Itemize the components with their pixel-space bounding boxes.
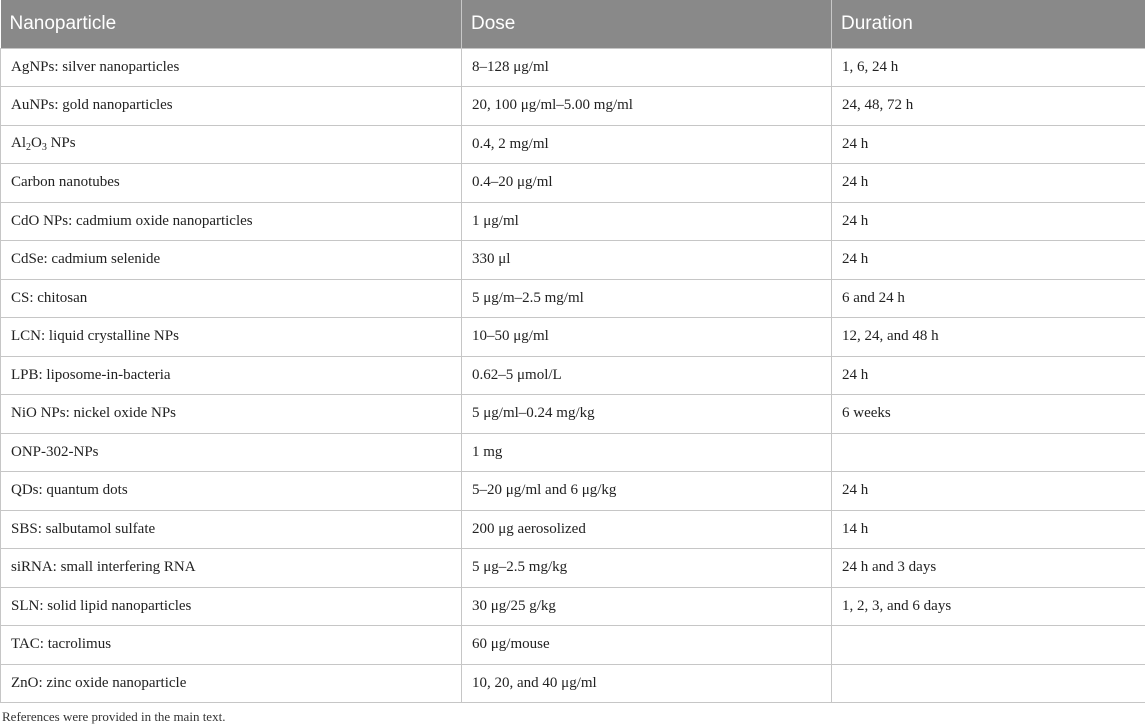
cell-dose: 5–20 μg/ml and 6 μg/kg xyxy=(462,472,832,511)
table-footnote: References were provided in the main text. xyxy=(2,709,226,724)
table-row xyxy=(1,356,1145,395)
formula-part: Al xyxy=(11,135,26,152)
cell-dose: 8–128 μg/ml xyxy=(462,48,832,87)
cell-nanoparticle: CS: chitosan xyxy=(1,279,462,318)
cell-duration: 24 h xyxy=(832,241,1145,280)
table-row xyxy=(1,241,1145,280)
cell-duration: 12, 24, and 48 h xyxy=(832,318,1145,357)
cell-duration: 24 h xyxy=(832,356,1145,395)
table-header-row xyxy=(1,0,1145,48)
cell-nanoparticle: SLN: solid lipid nanoparticles xyxy=(1,587,462,626)
table-row xyxy=(1,664,1145,703)
cell-duration: 6 and 24 h xyxy=(832,279,1145,318)
table-row xyxy=(1,164,1145,203)
cell-nanoparticle: siRNA: small interfering RNA xyxy=(1,549,462,588)
cell-duration: 24 h and 3 days xyxy=(832,549,1145,588)
formula-part: O xyxy=(31,135,42,152)
cell-dose: 10–50 μg/ml xyxy=(462,318,832,357)
cell-duration: 1, 6, 24 h xyxy=(832,48,1145,87)
cell-nanoparticle: ZnO: zinc oxide nanoparticle xyxy=(1,664,462,703)
cell-dose: 1 μg/ml xyxy=(462,202,832,241)
cell-dose: 330 μl xyxy=(462,241,832,280)
cell-dose: 0.62–5 μmol/L xyxy=(462,356,832,395)
cell-nanoparticle: QDs: quantum dots xyxy=(1,472,462,511)
cell-dose: 10, 20, and 40 μg/ml xyxy=(462,664,832,703)
cell-nanoparticle: CdO NPs: cadmium oxide nanoparticles xyxy=(1,202,462,241)
cell-dose: 0.4–20 μg/ml xyxy=(462,164,832,203)
table-row xyxy=(1,395,1145,434)
cell-duration: 24 h xyxy=(832,202,1145,241)
cell-nanoparticle: Carbon nanotubes xyxy=(1,164,462,203)
table-row xyxy=(1,587,1145,626)
cell-duration: 14 h xyxy=(832,510,1145,549)
formula-subscript: 3 xyxy=(41,142,47,154)
cell-dose: 5 μg/ml–0.24 mg/kg xyxy=(462,395,832,434)
cell-nanoparticle: AgNPs: silver nanoparticles xyxy=(1,48,462,87)
table-row xyxy=(1,87,1145,126)
cell-nanoparticle: ONP-302-NPs xyxy=(1,433,462,472)
table-row xyxy=(1,125,1145,164)
cell-duration xyxy=(832,626,1145,665)
cell-nanoparticle: LCN: liquid crystalline NPs xyxy=(1,318,462,357)
cell-dose: 20, 100 μg/ml–5.00 mg/ml xyxy=(462,87,832,126)
cell-duration: 24 h xyxy=(832,125,1145,164)
cell-nanoparticle: AuNPs: gold nanoparticles xyxy=(1,87,462,126)
cell-duration: 24, 48, 72 h xyxy=(832,87,1145,126)
table-row xyxy=(1,279,1145,318)
table-row xyxy=(1,433,1145,472)
table-row xyxy=(1,202,1145,241)
cell-dose: 30 μg/25 g/kg xyxy=(462,587,832,626)
table-row xyxy=(1,472,1145,511)
table-row xyxy=(1,626,1145,665)
cell-dose: 60 μg/mouse xyxy=(462,626,832,665)
cell-dose: 0.4, 2 mg/ml xyxy=(462,125,832,164)
table-row xyxy=(1,510,1145,549)
cell-nanoparticle: NiO NPs: nickel oxide NPs xyxy=(1,395,462,434)
cell-dose: 5 μg–2.5 mg/kg xyxy=(462,549,832,588)
table-row xyxy=(1,48,1145,87)
cell-nanoparticle: CdSe: cadmium selenide xyxy=(1,241,462,280)
cell-duration: 24 h xyxy=(832,472,1145,511)
formula-subscript: 2 xyxy=(26,142,31,154)
header-dose: Dose xyxy=(462,0,832,48)
cell-dose: 1 mg xyxy=(462,433,832,472)
cell-duration: 24 h xyxy=(832,164,1145,203)
table-row xyxy=(1,318,1145,357)
formula-part: NPs xyxy=(46,135,76,152)
cell-duration: 1, 2, 3, and 6 days xyxy=(832,587,1145,626)
header-nanoparticle: Nanoparticle xyxy=(1,0,462,48)
cell-dose: 5 μg/m–2.5 mg/ml xyxy=(462,279,832,318)
header-duration: Duration xyxy=(832,0,1145,48)
cell-nanoparticle: TAC: tacrolimus xyxy=(1,626,462,665)
cell-nanoparticle xyxy=(1,125,462,164)
cell-duration xyxy=(832,664,1145,703)
table-row xyxy=(1,549,1145,588)
cell-duration: 6 weeks xyxy=(832,395,1145,434)
cell-nanoparticle: LPB: liposome-in-bacteria xyxy=(1,356,462,395)
cell-duration xyxy=(832,433,1145,472)
cell-dose: 200 μg aerosolized xyxy=(462,510,832,549)
cell-nanoparticle: SBS: salbutamol sulfate xyxy=(1,510,462,549)
